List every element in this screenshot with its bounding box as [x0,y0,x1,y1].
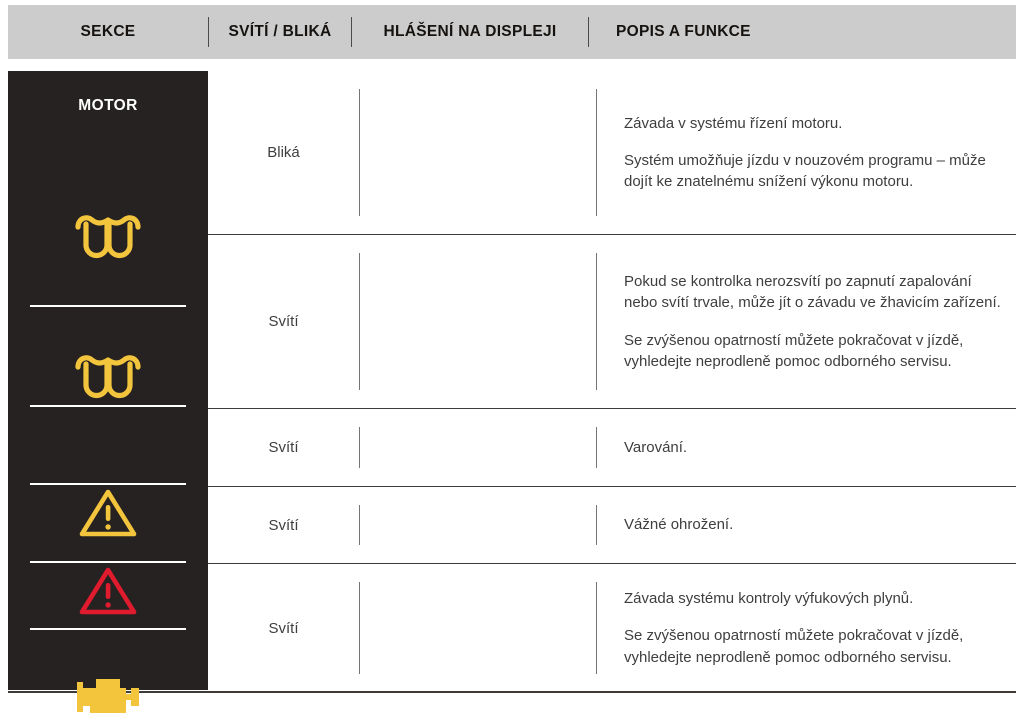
display-message-cell [360,71,596,234]
glow-plug-icon [74,351,142,401]
table-row [208,408,1016,486]
section-separator-2 [30,405,186,407]
table-body [8,71,1016,692]
column-header-sekce: SEKCE [80,23,136,40]
section-separator-4 [30,561,186,563]
display-message-cell [360,564,596,692]
check-engine-icon [69,668,147,726]
description-paragraph: Varování. [624,438,688,456]
description-cell [597,487,1016,563]
icon-cell-row-1 [8,208,208,264]
display-message-cell [360,409,596,486]
description-paragraph: Se zvýšenou opatrností můžete pokračovat v jízdě, vyhledejte neprodleně pomoc odborného servisu. [624,627,964,666]
description-paragraph: Se zvýšenou opatrností můžete pokračovat v jízdě, vyhledejte neprodleně pomoc odborného servisu. [624,331,964,370]
state-cell: Svítí [268,516,299,534]
state-cell: Svítí [268,619,299,637]
icon-cell-row-4 [8,564,208,618]
description-paragraph: Vážné ohrožení. [624,516,734,534]
description-paragraph: Systém umožňuje jízdu v nouzovém programu – může dojít ke znatelnému snížení výkonu motoru. [624,151,986,191]
column-header-hlaseni-na-displeji: HLÁŠENÍ NA DISPLEJI [383,23,557,40]
display-message-cell [360,487,596,563]
description-cell [597,235,1016,408]
section-column-motor [8,71,208,690]
description-paragraph: Závada systému kontroly výfukových plynů. [624,590,914,608]
table-row [208,71,1016,234]
column-header-sviti-blika: SVÍTÍ / BLIKÁ [228,23,332,40]
state-cell: Svítí [268,439,299,456]
column-header-popis-a-funkce: POPIS A FUNKCE [616,23,751,40]
section-separator-1 [30,305,186,307]
table-row [208,486,1016,563]
warning-triangle-yellow-icon [78,487,138,539]
icon-cell-row-3 [8,486,208,540]
table-row [208,563,1016,692]
table-rows [208,71,1016,692]
glow-plug-icon [74,211,142,261]
section-title: MOTOR [78,97,138,114]
description-paragraph: Pokud se kontrolka nerozsvítí po zapnutí zapalování nebo svítí trvale, může jít o závadu ve žhavicím zařízení. [624,272,1001,312]
description-cell [597,71,1016,234]
warning-triangle-red-icon [78,565,138,617]
state-cell: Bliká [267,144,300,161]
icon-cell-row-2 [8,348,208,404]
section-separator-5 [30,628,186,630]
display-message-cell [360,235,596,408]
description-paragraph: Závada v systému řízení motoru. [624,114,843,132]
table-row [208,234,1016,408]
state-cell: Svítí [268,313,299,330]
description-cell [597,409,1016,486]
description-cell [597,564,1016,692]
table-header [8,5,1016,59]
section-separator-3 [30,483,186,485]
icon-cell-row-5 [8,667,208,727]
